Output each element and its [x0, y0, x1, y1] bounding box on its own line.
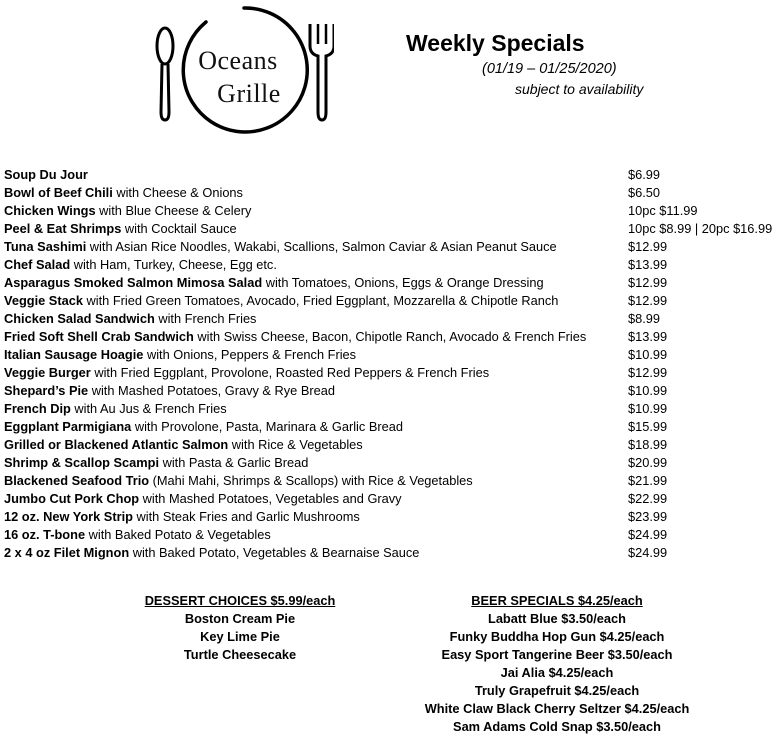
- dessert-item: Boston Cream Pie: [184, 611, 296, 626]
- dish-name: Bowl of Beef Chili: [4, 185, 113, 200]
- dish-description: (Mahi Mahi, Shrimps & Scallops) with Rice & Vegetables: [149, 473, 473, 488]
- dish-name: Tuna Sashimi: [4, 239, 87, 254]
- dish-price: $10.99: [628, 383, 668, 398]
- beer-item: Jai Alia $4.25/each: [500, 665, 614, 680]
- dish-description: with Ham, Turkey, Cheese, Egg etc.: [70, 257, 277, 272]
- dish-name: Blackened Seafood Trio: [4, 473, 150, 488]
- menu-row: [4, 328, 783, 346]
- menu-row: [4, 166, 783, 184]
- dish-description: with Provolone, Pasta, Marinara & Garlic Bread: [131, 419, 403, 434]
- dish-name: Chef Salad: [4, 257, 71, 272]
- dessert-item: Key Lime Pie: [200, 629, 280, 644]
- beer-item: Truly Grapefruit $4.25/each: [474, 683, 640, 698]
- logo-line-2: Grille: [217, 79, 281, 108]
- dish-price: $24.99: [628, 527, 668, 542]
- dish-price: $13.99: [628, 257, 668, 272]
- dessert-heading: DESSERT CHOICES $5.99/each: [144, 593, 336, 608]
- dessert-item: Turtle Cheesecake: [183, 647, 297, 662]
- dish-price: $10.99: [628, 347, 668, 362]
- dish-price: $21.99: [628, 473, 668, 488]
- dish-description: with Tomatoes, Onions, Eggs & Orange Dressing: [262, 275, 544, 290]
- dish-name: Grilled or Blackened Atlantic Salmon: [4, 437, 229, 452]
- dish-name: 2 x 4 oz Filet Mignon: [4, 545, 130, 560]
- dish-price: $12.99: [628, 365, 668, 380]
- dish-description: with Fried Eggplant, Provolone, Roasted Red Peppers & French Fries: [90, 365, 490, 380]
- dish-price: $18.99: [628, 437, 668, 452]
- dish-name: Veggie Burger: [4, 365, 91, 380]
- menu-row: [4, 346, 783, 364]
- menu-row: [4, 310, 783, 328]
- beer-item: Easy Sport Tangerine Beer $3.50/each: [441, 647, 673, 662]
- restaurant-logo: [148, 2, 334, 144]
- beer-item: Labatt Blue $3.50/each: [488, 611, 626, 626]
- menu-row: [4, 544, 783, 562]
- dish-description: with Baked Potato, Vegetables & Bearnaise Sauce: [129, 545, 420, 560]
- specials-menu: [4, 166, 783, 562]
- dish-name: 12 oz. New York Strip: [4, 509, 133, 524]
- dish-description: with Pasta & Garlic Bread: [159, 455, 309, 470]
- dish-description: with Baked Potato & Vegetables: [85, 527, 271, 542]
- menu-row: [4, 256, 783, 274]
- menu-row: [4, 382, 783, 400]
- dish-description: with Onions, Peppers & French Fries: [143, 347, 357, 362]
- dish-price: $20.99: [628, 455, 668, 470]
- menu-row: [4, 490, 783, 508]
- dish-description: with Asian Rice Noodles, Wakabi, Scallions, Salmon Caviar & Asian Peanut Sauce: [86, 239, 557, 254]
- menu-row: [4, 238, 783, 256]
- dish-name: Chicken Wings: [4, 203, 96, 218]
- dish-price: $8.99: [628, 311, 661, 326]
- menu-row: [4, 418, 783, 436]
- dish-price: $10.99: [628, 401, 668, 416]
- dish-description: with Cocktail Sauce: [121, 221, 237, 236]
- logo-line-1: Oceans: [198, 46, 278, 75]
- beer-item: Sam Adams Cold Snap $3.50/each: [453, 719, 661, 734]
- dish-price: $24.99: [628, 545, 668, 560]
- dish-name: Peel & Eat Shrimps: [4, 221, 122, 236]
- dish-name: Eggplant Parmigiana: [4, 419, 132, 434]
- dish-name: Shepard’s Pie: [4, 383, 89, 398]
- dish-price: $12.99: [628, 239, 668, 254]
- menu-row: [4, 472, 783, 490]
- dish-name: Italian Sausage Hoagie: [4, 347, 144, 362]
- dish-price: $13.99: [628, 329, 668, 344]
- menu-row: [4, 292, 783, 310]
- dish-name: Fried Soft Shell Crab Sandwich: [4, 329, 194, 344]
- menu-row: [4, 454, 783, 472]
- menu-row: [4, 436, 783, 454]
- dish-name: Asparagus Smoked Salmon Mimosa Salad: [4, 275, 263, 290]
- dish-price: $15.99: [628, 419, 668, 434]
- beer-item: Funky Buddha Hop Gun $4.25/each: [449, 629, 665, 644]
- dish-price: 10pc $8.99 | 20pc $16.99: [628, 221, 773, 236]
- menu-row: [4, 274, 783, 292]
- dish-description: with Rice & Vegetables: [228, 437, 363, 452]
- dish-price: $6.50: [628, 185, 661, 200]
- menu-row: [4, 364, 783, 382]
- dish-name: Shrimp & Scallop Scampi: [4, 455, 160, 470]
- menu-row: [4, 508, 783, 526]
- menu-row: [4, 526, 783, 544]
- availability-note: subject to availability: [515, 81, 644, 97]
- dish-name: Chicken Salad Sandwich: [4, 311, 155, 326]
- beer-item: White Claw Black Cherry Seltzer $4.25/each: [424, 701, 690, 716]
- dish-description: with Blue Cheese & Celery: [95, 203, 252, 218]
- dish-name: Jumbo Cut Pork Chop: [4, 491, 140, 506]
- dish-price: $23.99: [628, 509, 668, 524]
- dish-price: $12.99: [628, 293, 668, 308]
- dish-price: $6.99: [628, 167, 661, 182]
- date-range: (01/19 – 01/25/2020): [482, 61, 617, 77]
- dish-name: Soup Du Jour: [4, 167, 88, 182]
- dish-price: $12.99: [628, 275, 668, 290]
- dish-name: 16 oz. T-bone: [4, 527, 86, 542]
- menu-row: [4, 202, 783, 220]
- dish-description: with Steak Fries and Garlic Mushrooms: [132, 509, 360, 524]
- menu-row: [4, 400, 783, 418]
- dish-price: $22.99: [628, 491, 668, 506]
- dish-description: with Fried Green Tomatoes, Avocado, Fried Eggplant, Mozzarella & Chipotle Ranch: [82, 293, 559, 308]
- dish-description: with Mashed Potatoes, Vegetables and Gravy: [139, 491, 402, 506]
- beer-section: [407, 592, 707, 736]
- dish-name: Veggie Stack: [4, 293, 83, 308]
- dessert-section: [130, 592, 350, 664]
- dish-description: with Cheese & Onions: [112, 185, 243, 200]
- dish-description: with French Fries: [154, 311, 257, 326]
- dish-description: with Swiss Cheese, Bacon, Chipotle Ranch, Avocado & French Fries: [193, 329, 587, 344]
- dish-description: with Au Jus & French Fries: [70, 401, 227, 416]
- menu-row: [4, 184, 783, 202]
- page-title: Weekly Specials: [406, 30, 585, 56]
- beer-heading: BEER SPECIALS $4.25/each: [471, 593, 643, 608]
- menu-row: [4, 220, 783, 238]
- dish-name: French Dip: [4, 401, 71, 416]
- dish-price: 10pc $11.99: [628, 203, 698, 218]
- dish-description: with Mashed Potatoes, Gravy & Rye Bread: [88, 383, 335, 398]
